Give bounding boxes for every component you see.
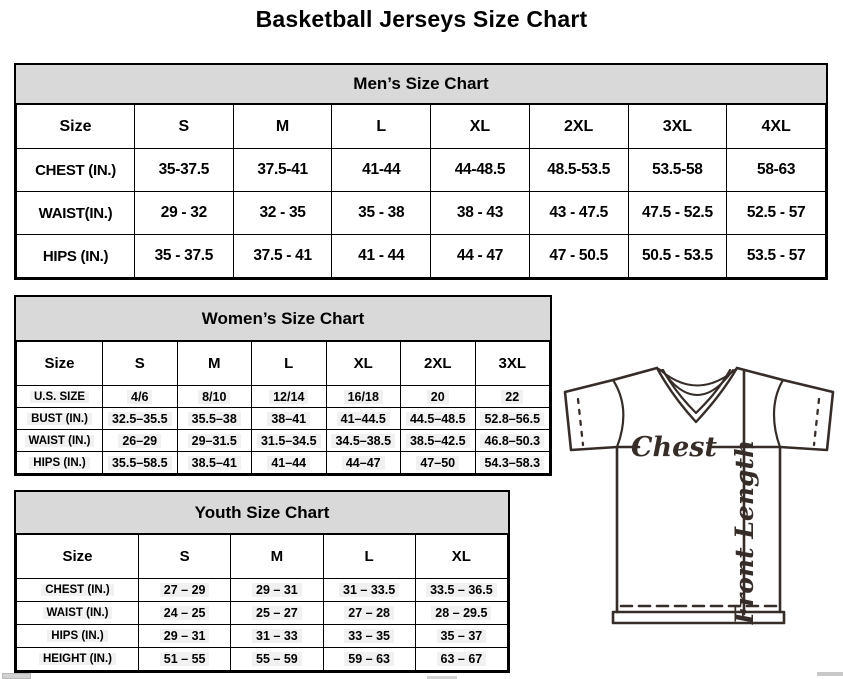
size-value-cell [139,625,231,648]
size-value: 52.5 - 57 [746,204,806,221]
size-value-cell [529,192,628,235]
size-value: 22 [501,390,523,404]
size-value-cell [323,625,415,648]
size-value: 47.5 - 52.5 [641,204,713,221]
size-value-cell [323,648,415,671]
size-value: 58-63 [757,161,796,178]
size-value-cell [475,430,550,452]
size-value-cell [135,235,234,278]
size-value: 43 - 47.5 [549,204,608,221]
size-value-cell [139,579,231,602]
size-value: 44-48.5 [454,161,506,178]
size-value: 33 – 35 [344,629,394,643]
size-value: 20 [427,390,449,404]
table-row [17,192,826,235]
size-column-header: Size [17,342,103,386]
row-label [17,648,139,671]
row-label-text: HEIGHT (IN.) [39,653,116,665]
size-value: 35-37.5 [158,161,210,178]
size-value: 31 – 33 [252,629,302,643]
size-value-cell [326,430,401,452]
size-value-cell [475,386,550,408]
size-value: 31.5–34.5 [257,434,321,448]
size-value-cell [727,235,826,278]
size-value-cell [326,452,401,474]
row-label [17,235,135,278]
size-value: 44–47 [342,456,385,470]
size-value: 24 – 25 [160,606,210,620]
size-value: 59 – 63 [344,652,394,666]
row-label [17,452,103,474]
size-value: 35.5–58.5 [108,456,172,470]
column-header: 2XL [529,105,628,149]
column-header: 2XL [401,342,476,386]
size-value: 41 - 44 [358,247,405,264]
size-value: 44.5–48.5 [406,412,470,426]
size-value-cell [628,149,727,192]
size-value: 26–29 [118,434,161,448]
jersey-left-armhole-seam [613,380,623,447]
size-value: 31 – 33.5 [339,583,399,597]
front-length-label: Front Length [730,439,759,625]
size-value: 50.5 - 53.5 [641,247,713,264]
size-value: 27 – 28 [344,606,394,620]
size-value: 8/10 [198,390,230,404]
size-value-cell [332,192,431,235]
size-column-header: Size [17,535,139,579]
size-value: 38 - 43 [456,204,504,221]
size-value-cell [177,408,252,430]
row-label [17,625,139,648]
row-label [17,430,103,452]
youth-table-title: Youth Size Chart [16,492,508,534]
row-label-text: WAIST (IN.) [25,435,95,447]
size-value-cell [415,579,507,602]
jersey-right-armhole-seam [774,380,783,447]
size-value-cell [727,192,826,235]
size-value-cell [177,386,252,408]
page-edge-artifact-right [817,672,843,676]
page-title: Basketball Jerseys Size Chart [255,6,588,32]
jersey-measurement-diagram [555,360,843,632]
column-header: L [332,105,431,149]
size-value: 44 - 47 [456,247,504,264]
size-value-cell [252,408,327,430]
size-value: 41–44.5 [337,412,390,426]
mens-size-table [16,104,826,278]
table-row [17,430,550,452]
table-row [17,625,508,648]
table-row [17,648,508,671]
size-value: 41–44 [267,456,310,470]
column-header: S [135,105,234,149]
size-value-cell [628,192,727,235]
size-value-cell [103,386,178,408]
table-row [17,235,826,278]
mens-size-chart [14,63,828,280]
size-value: 48.5-53.5 [547,161,611,178]
size-value: 47–50 [416,456,459,470]
size-value-cell [401,386,476,408]
size-value-cell [135,149,234,192]
size-value-cell [415,648,507,671]
column-header: M [231,535,323,579]
size-value-cell [252,452,327,474]
size-value: 37.5-41 [257,161,308,178]
size-value: 32.5–35.5 [108,412,172,426]
header-row [17,342,550,386]
size-value: 12/14 [269,390,308,404]
size-value-cell [103,408,178,430]
size-value: 35.5–38 [188,412,241,426]
mens-table-title: Men’s Size Chart [16,65,826,104]
size-value: 47 - 50.5 [549,247,608,264]
column-header: 3XL [628,105,727,149]
size-value: 28 – 29.5 [431,606,491,620]
table-row [17,408,550,430]
row-label-text: WAIST(IN.) [38,204,113,222]
size-value-cell [252,430,327,452]
size-value: 52.8–56.5 [480,412,544,426]
youth-size-table [16,534,508,671]
row-label [17,408,103,430]
size-value: 37.5 - 41 [253,247,312,264]
size-value-cell [323,579,415,602]
size-value-cell [252,386,327,408]
column-header: XL [326,342,401,386]
row-label-text: CHEST (IN.) [41,584,114,596]
size-value-cell [415,602,507,625]
size-value: 27 – 29 [160,583,210,597]
size-value-cell [431,192,530,235]
size-value-cell [529,149,628,192]
column-header: S [103,342,178,386]
jersey-right-sleeve-outline [737,368,833,450]
column-header: S [139,535,231,579]
size-value: 35 - 37.5 [154,247,214,264]
size-value-cell [431,235,530,278]
column-header: L [252,342,327,386]
size-value-cell [415,625,507,648]
size-value: 35 – 37 [437,629,487,643]
row-label-text: HIPS (IN.) [47,630,107,642]
size-value-cell [326,386,401,408]
size-value: 38.5–41 [188,456,241,470]
page-edge-artifact-left [2,673,31,679]
row-label-text: BUST (IN.) [27,413,92,425]
size-value-cell [139,602,231,625]
column-header: XL [431,105,530,149]
size-value-cell [135,192,234,235]
column-header: 3XL [475,342,550,386]
womens-table-title: Women’s Size Chart [16,297,550,341]
table-row [17,452,550,474]
size-value-cell [401,408,476,430]
size-value-cell [326,408,401,430]
youth-size-chart [14,490,510,673]
size-value: 16/18 [344,390,383,404]
size-value-cell [231,648,323,671]
size-value: 29–31.5 [188,434,241,448]
size-value: 55 – 59 [252,652,302,666]
size-value: 54.3–58.3 [480,456,544,470]
column-header: M [177,342,252,386]
size-value-cell [139,648,231,671]
size-value-cell [233,149,332,192]
size-value-cell [177,430,252,452]
jersey-right-cuff-dashes [814,399,819,445]
row-label [17,192,135,235]
size-value: 53.5-58 [652,161,703,178]
column-header: 4XL [727,105,826,149]
row-label-text: HIPS (IN.) [29,457,89,469]
size-value-cell [628,235,727,278]
size-value-cell [332,235,431,278]
size-value: 29 – 31 [160,629,210,643]
size-value: 29 – 31 [252,583,302,597]
size-value: 51 – 55 [160,652,210,666]
table-row [17,386,550,408]
size-value: 25 – 27 [252,606,302,620]
size-value-cell [231,602,323,625]
size-value: 63 – 67 [437,652,487,666]
table-row [17,602,508,625]
row-label-text: CHEST (IN.) [35,161,116,179]
size-value-cell [431,149,530,192]
size-value: 4/6 [127,390,152,404]
size-value-cell [233,192,332,235]
row-label-text: WAIST (IN.) [43,607,113,619]
size-value: 32 - 35 [259,204,306,221]
row-label-text: U.S. SIZE [30,391,89,403]
size-value: 33.5 – 36.5 [426,583,497,597]
size-value-cell [401,430,476,452]
size-value-cell [323,602,415,625]
size-value: 35 - 38 [358,204,405,221]
size-value: 46.8–50.3 [480,434,544,448]
row-label-text: HIPS (IN.) [42,247,109,265]
size-value-cell [529,235,628,278]
size-value-cell [103,452,178,474]
size-value-cell [231,579,323,602]
size-value-cell [475,452,550,474]
header-row [17,535,508,579]
size-value: 41-44 [362,161,401,178]
column-header: L [323,535,415,579]
size-value: 53.5 - 57 [746,247,806,264]
column-header: XL [415,535,507,579]
size-value: 38–41 [267,412,310,426]
jersey-left-cuff-dashes [578,399,583,445]
size-value-cell [231,625,323,648]
header-row [17,105,826,149]
womens-size-table [16,341,550,474]
column-header: M [233,105,332,149]
row-label [17,386,103,408]
size-value-cell [103,430,178,452]
size-value-cell [332,149,431,192]
size-value-cell [401,452,476,474]
chest-label: Chest [631,432,717,463]
size-column-header: Size [17,105,135,149]
size-value: 38.5–42.5 [406,434,470,448]
row-label [17,149,135,192]
womens-size-chart [14,295,552,476]
size-value-cell [233,235,332,278]
row-label [17,602,139,625]
size-value: 34.5–38.5 [331,434,395,448]
size-value-cell [177,452,252,474]
table-row [17,149,826,192]
table-row [17,579,508,602]
size-value-cell [475,408,550,430]
size-value: 29 - 32 [160,204,207,221]
row-label [17,579,139,602]
size-value-cell [727,149,826,192]
